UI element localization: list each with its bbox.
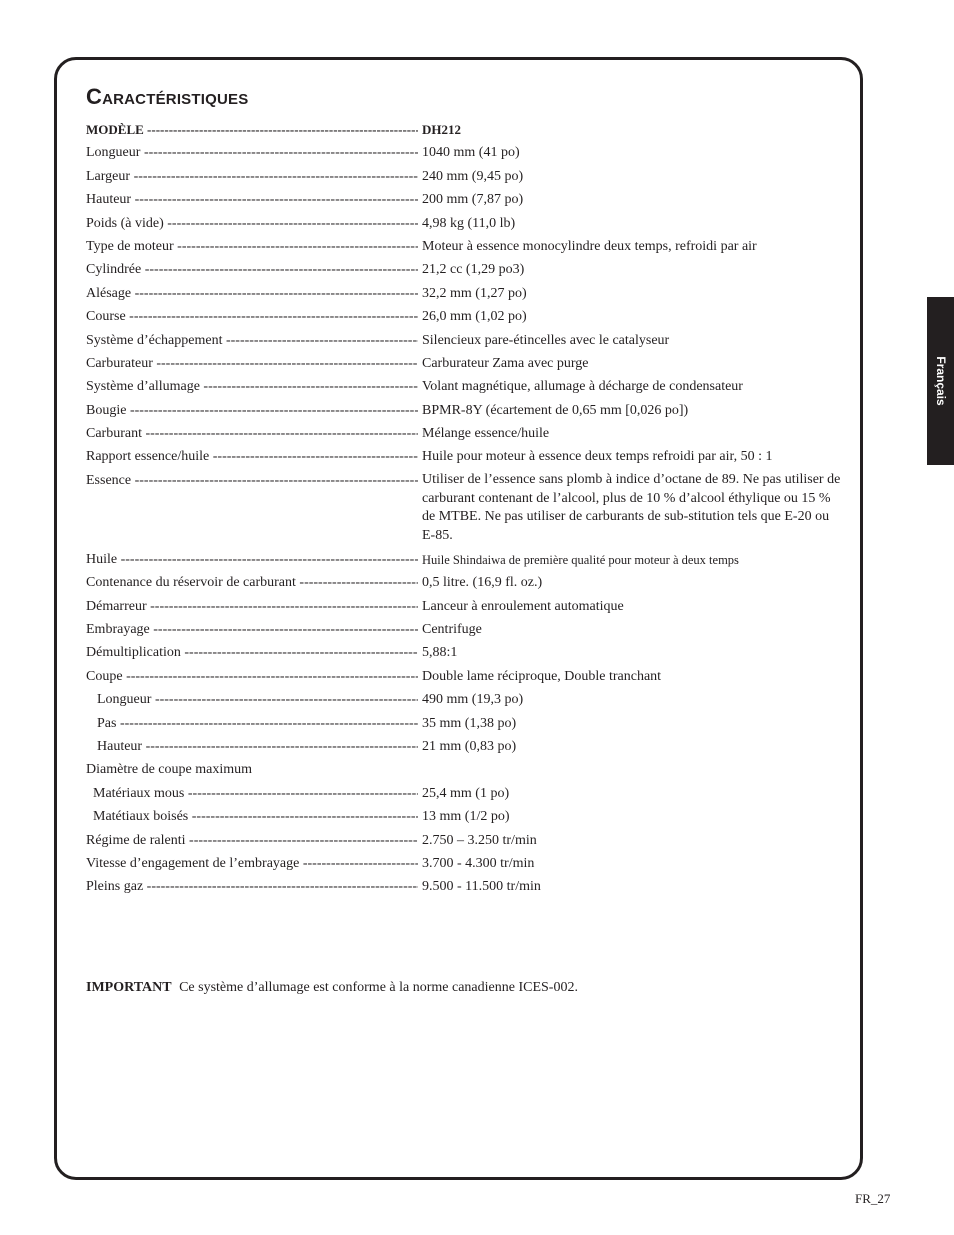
spec-value: Lanceur à enroulement automatique: [422, 598, 624, 614]
spec-row-model: [86, 120, 846, 143]
spec-value: 21,2 cc (1,29 po3): [422, 262, 525, 278]
spec-row: [86, 167, 846, 190]
spec-label: Contenance du réservoir de carburant -----: [86, 573, 418, 593]
spec-value: 1040 mm (41 po): [422, 145, 520, 161]
spec-value: 490 mm (19,3 po): [422, 692, 524, 708]
language-side-tab: [927, 297, 954, 465]
spec-label: Pleins gaz -----: [86, 877, 418, 897]
page-number: FR_27: [855, 1191, 891, 1206]
spec-value: Mélange essence/huile: [422, 426, 550, 442]
spec-value: Huile Shindaiwa de première qualité pour moteur à deux temps: [422, 552, 739, 567]
spec-label: Embrayage -----: [86, 620, 418, 640]
spec-row: [86, 214, 846, 237]
spec-value: Silencieux pare-étincelles avec le catalyseur: [422, 332, 670, 348]
spec-row: [86, 424, 846, 447]
spec-label: Système d’échappement -----: [86, 331, 418, 351]
spec-value: 2.750 – 3.250 tr/min: [422, 832, 537, 848]
spec-row: [86, 667, 846, 690]
spec-label: Longueur -----: [86, 690, 418, 710]
spec-value: DH212: [422, 122, 461, 137]
spec-row: [86, 784, 846, 807]
spec-row: [86, 377, 846, 400]
spec-label: Vitesse d’engagement de l’embrayage -----: [86, 854, 418, 874]
spec-row: [86, 260, 846, 283]
spec-label: Alésage -----: [86, 284, 418, 304]
spec-label: Démarreur -----: [86, 597, 418, 617]
spec-value: BPMR-8Y (écartement de 0,65 mm [0,026 po]): [422, 402, 689, 418]
spec-row: [86, 807, 846, 830]
spec-label: Diamètre de coupe maximum: [86, 762, 252, 778]
spec-value: Volant magnétique, allumage à décharge de condensateur: [422, 379, 743, 395]
spec-value: 3.700 - 4.300 tr/min: [422, 855, 535, 871]
spec-row: [86, 401, 846, 424]
spec-value: Centrifuge: [422, 622, 482, 638]
spec-label: Carburateur -----: [86, 354, 418, 374]
spec-value: 0,5 litre. (16,9 fl. oz.): [422, 575, 543, 591]
spec-label: Matétiaux boisés -----: [86, 807, 418, 827]
spec-row: [86, 597, 846, 620]
spec-label: Rapport essence/huile -----: [86, 447, 418, 467]
spec-row: [86, 573, 846, 596]
spec-value: Utiliser de l’essence sans plomb à indice d’octane de 89. Ne pas utiliser de carburant contenant de l’alcool, plus de 10 % d’alcool éthylique ou 15 % de MTBE. Ne pas utiliser de carburants de sub-stitution tels que E-20 ou E-85.: [422, 471, 841, 544]
spec-row: [86, 143, 846, 166]
spec-row: [86, 714, 846, 737]
spec-value: 5,88:1: [422, 645, 458, 661]
spec-label: Cylindrée -----: [86, 260, 418, 280]
spec-row: [86, 620, 846, 643]
spec-value: Double lame réciproque, Double tranchant: [422, 668, 662, 684]
spec-label: Longueur -----: [86, 143, 418, 163]
page-title: Caractéristiques: [86, 84, 249, 109]
spec-label: Largeur -----: [86, 167, 418, 187]
spec-label: MODÈLE -----: [86, 120, 418, 140]
spec-row: [86, 550, 846, 573]
spec-value: 32,2 mm (1,27 po): [422, 285, 527, 301]
spec-row: [86, 354, 846, 377]
spec-value: 200 mm (7,87 po): [422, 192, 524, 208]
spec-value: 13 mm (1/2 po): [422, 809, 510, 825]
important-label: IMPORTANT: [86, 980, 172, 995]
spec-label: Type de moteur -----: [86, 237, 418, 257]
spec-value: Huile pour moteur à essence deux temps refroidi par air, 50 : 1: [422, 449, 773, 465]
spec-value: Carburateur Zama avec purge: [422, 355, 589, 371]
spec-label: Régime de ralenti -----: [86, 831, 418, 851]
spec-value: 240 mm (9,45 po): [422, 168, 524, 184]
spec-row: [86, 831, 846, 854]
spec-label: Poids (à vide) -----: [86, 214, 418, 234]
spec-label: Huile -----: [86, 550, 418, 570]
spec-label: Pas -----: [86, 714, 418, 734]
spec-row: [86, 690, 846, 713]
spec-row: [86, 643, 846, 666]
spec-label: Course -----: [86, 307, 418, 327]
spec-row: [86, 237, 846, 260]
spec-row: [86, 307, 846, 330]
important-note: [86, 978, 578, 998]
spec-label: Démultiplication -----: [86, 643, 418, 663]
spec-value: 21 mm (0,83 po): [422, 738, 517, 754]
spec-label: Coupe -----: [86, 667, 418, 687]
spec-table: [86, 120, 846, 901]
spec-row: [86, 760, 846, 783]
spec-label: Carburant -----: [86, 424, 418, 444]
spec-value: 26,0 mm (1,02 po): [422, 309, 527, 325]
spec-value: 35 mm (1,38 po): [422, 715, 517, 731]
spec-row: [86, 284, 846, 307]
spec-value: 4,98 kg (11,0 lb): [422, 215, 516, 231]
spec-label: Système d’allumage -----: [86, 377, 418, 397]
spec-label: Bougie -----: [86, 401, 418, 421]
spec-row: [86, 854, 846, 877]
spec-row: [86, 447, 846, 470]
spec-row: [86, 877, 846, 900]
spec-row: [86, 471, 846, 550]
spec-label: Matériaux mous -----: [86, 784, 418, 804]
spec-row: [86, 331, 846, 354]
spec-label: Hauteur -----: [86, 737, 418, 757]
important-text: Ce système d’allumage est conforme à la norme canadienne ICES-002.: [179, 980, 578, 995]
spec-value: Moteur à essence monocylindre deux temps, refroidi par air: [422, 238, 757, 254]
spec-value: 9.500 - 11.500 tr/min: [422, 879, 541, 895]
spec-row: [86, 737, 846, 760]
spec-value: 25,4 mm (1 po): [422, 785, 510, 801]
language-tab-label: Français: [933, 356, 948, 406]
spec-row: [86, 190, 846, 213]
spec-label: Hauteur -----: [86, 190, 418, 210]
spec-label: Essence -----: [86, 471, 418, 491]
